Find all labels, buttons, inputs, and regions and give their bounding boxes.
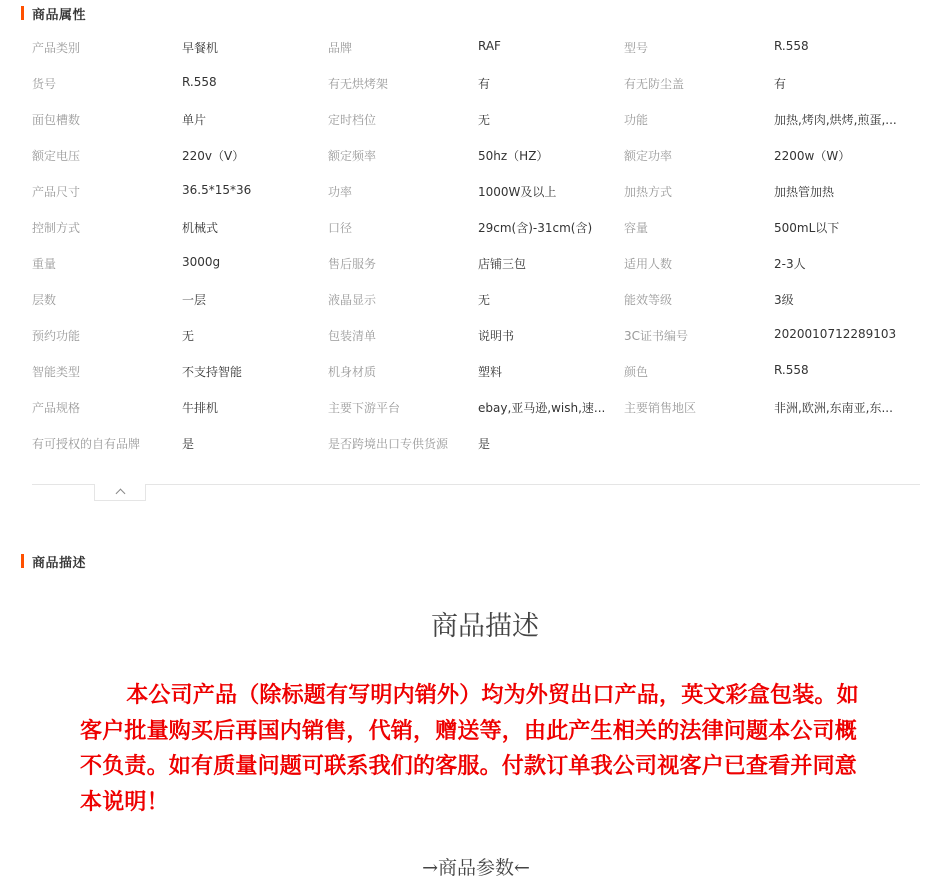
description-section-header xyxy=(21,553,86,569)
attribute-item xyxy=(32,363,328,380)
description-section-title: 商品描述 xyxy=(32,555,87,571)
attribute-label: 包装清单 xyxy=(328,328,377,343)
attribute-item xyxy=(32,183,328,200)
attribute-label: 定时档位 xyxy=(328,112,377,127)
attribute-value: 不支持智能 xyxy=(182,364,243,379)
attribute-value: 2020010712289103 xyxy=(774,326,897,341)
attribute-item xyxy=(624,291,920,308)
attribute-value: 有 xyxy=(774,76,787,91)
attribute-item xyxy=(32,219,328,236)
attribute-item xyxy=(328,147,624,164)
attribute-row xyxy=(32,173,920,209)
attribute-row xyxy=(32,209,920,245)
attribute-label: 产品类别 xyxy=(32,40,81,55)
accent-bar xyxy=(21,554,24,568)
attribute-item xyxy=(624,327,920,344)
attributes-section-header xyxy=(21,5,86,21)
attribute-value: R.558 xyxy=(774,362,809,377)
attribute-label: 面包槽数 xyxy=(32,112,81,127)
attribute-row xyxy=(32,317,920,353)
attribute-label: 液晶显示 xyxy=(328,292,377,307)
attribute-item xyxy=(624,255,920,272)
attribute-item xyxy=(32,291,328,308)
collapse-attributes-button[interactable] xyxy=(94,484,146,501)
attribute-value: 3级 xyxy=(774,292,794,307)
attribute-item xyxy=(624,147,920,164)
attribute-label: 口径 xyxy=(328,220,353,235)
attribute-value: 1000W及以上 xyxy=(478,184,557,199)
attribute-value: 早餐机 xyxy=(182,40,219,55)
attribute-value: 牛排机 xyxy=(182,400,219,415)
attribute-value: 29cm(含)-31cm(含) xyxy=(478,220,593,235)
attribute-value: 无 xyxy=(478,112,491,127)
attribute-item xyxy=(624,111,920,128)
accent-bar xyxy=(21,6,24,20)
attribute-item xyxy=(328,219,624,236)
attribute-item xyxy=(328,75,624,92)
attribute-label: 功能 xyxy=(624,112,649,127)
attribute-label: 有可授权的自有品牌 xyxy=(32,436,141,451)
attribute-label: 控制方式 xyxy=(32,220,81,235)
attribute-label: 品牌 xyxy=(328,40,353,55)
attribute-label: 有无烘烤架 xyxy=(328,76,389,91)
attribute-item xyxy=(624,399,920,416)
attribute-item xyxy=(624,219,920,236)
attribute-label: 产品规格 xyxy=(32,400,81,415)
attribute-value: R.558 xyxy=(182,74,217,89)
attribute-item xyxy=(328,183,624,200)
attribute-label: 颜色 xyxy=(624,364,649,379)
attribute-label: 加热方式 xyxy=(624,184,673,199)
attribute-label: 重量 xyxy=(32,256,57,271)
attribute-label: 预约功能 xyxy=(32,328,81,343)
attribute-value: 无 xyxy=(182,328,195,343)
attribute-row xyxy=(32,245,920,281)
attributes-section-title: 商品属性 xyxy=(32,7,87,23)
attribute-item xyxy=(32,39,328,56)
attribute-item xyxy=(32,399,328,416)
export-notice: 本公司产品（除标题有写明内销外）均为外贸出口产品，英文彩盒包装。如客户批量购买后再国内销售，代销，赠送等，由此产生相关的法律问题本公司概不负责。如有质量问题可联系我们的客服。付款订单我公司视客户已查看并同意本说明！ xyxy=(80,683,859,815)
attribute-row xyxy=(32,281,920,317)
attribute-label: 层数 xyxy=(32,292,57,307)
attribute-value: 2200w（W） xyxy=(774,148,851,163)
attribute-label: 型号 xyxy=(624,40,649,55)
attribute-label: 功率 xyxy=(328,184,353,199)
attribute-label: 售后服务 xyxy=(328,256,377,271)
attribute-label: 产品尺寸 xyxy=(32,184,81,199)
attribute-label: 有无防尘盖 xyxy=(624,76,685,91)
attribute-value: 是 xyxy=(182,436,195,451)
attribute-row xyxy=(32,353,920,389)
attribute-value: 单片 xyxy=(182,112,207,127)
attribute-value: 加热,烤肉,烘烤,煎蛋,... xyxy=(774,112,897,127)
attribute-label: 3C证书编号 xyxy=(624,328,689,343)
attribute-item xyxy=(624,39,920,56)
attribute-item xyxy=(328,363,624,380)
attribute-label: 主要销售地区 xyxy=(624,400,697,415)
attribute-value: 50hz（HZ） xyxy=(478,148,549,163)
attribute-value: 机械式 xyxy=(182,220,219,235)
attribute-item xyxy=(32,255,328,272)
attribute-item xyxy=(328,39,624,56)
attribute-value: 3000g xyxy=(182,254,221,269)
attribute-value: 500mL以下 xyxy=(774,220,840,235)
attribute-label: 额定电压 xyxy=(32,148,81,163)
chevron-up-icon xyxy=(115,489,125,499)
attribute-label: 容量 xyxy=(624,220,649,235)
attribute-value: 说明书 xyxy=(478,328,515,343)
attribute-item xyxy=(32,327,328,344)
attribute-item xyxy=(328,399,624,416)
attribute-item xyxy=(328,327,624,344)
attribute-item xyxy=(32,147,328,164)
attribute-label: 额定功率 xyxy=(624,148,673,163)
attribute-label: 智能类型 xyxy=(32,364,81,379)
attribute-label: 是否跨境出口专供货源 xyxy=(328,436,449,451)
attribute-row xyxy=(32,29,920,65)
attribute-row xyxy=(32,425,920,461)
attribute-item xyxy=(328,255,624,272)
attribute-value: 非洲,欧洲,东南亚,东... xyxy=(774,400,893,415)
attribute-item xyxy=(328,435,624,452)
attribute-value: 一层 xyxy=(182,292,207,307)
attribute-value: 220v（V） xyxy=(182,148,245,163)
attribute-item xyxy=(32,435,328,452)
attribute-value: 有 xyxy=(478,76,491,91)
attributes-divider xyxy=(32,484,920,485)
attribute-label: 主要下游平台 xyxy=(328,400,401,415)
attribute-item xyxy=(32,111,328,128)
attribute-value: 2-3人 xyxy=(774,256,806,271)
attribute-item xyxy=(328,291,624,308)
attribute-value: R.558 xyxy=(774,38,809,53)
attribute-label: 货号 xyxy=(32,76,57,91)
attribute-value: 无 xyxy=(478,292,491,307)
attribute-item xyxy=(624,183,920,200)
attribute-value: 塑料 xyxy=(478,364,503,379)
attribute-label: 额定频率 xyxy=(328,148,377,163)
attribute-item xyxy=(32,75,328,92)
attribute-row xyxy=(32,65,920,101)
attribute-item xyxy=(624,75,920,92)
attribute-label: 能效等级 xyxy=(624,292,673,307)
attribute-row xyxy=(32,101,920,137)
attribute-label: 适用人数 xyxy=(624,256,673,271)
attribute-item xyxy=(624,363,920,380)
attribute-label: 机身材质 xyxy=(328,364,377,379)
attributes-table xyxy=(32,29,920,461)
attribute-value: 加热管加热 xyxy=(774,184,835,199)
attribute-value: ebay,亚马逊,wish,速... xyxy=(478,400,606,415)
attribute-row xyxy=(32,137,920,173)
attribute-item xyxy=(328,111,624,128)
attribute-row xyxy=(32,389,920,425)
attribute-value: 是 xyxy=(478,436,491,451)
attribute-value: 店铺三包 xyxy=(478,256,527,271)
attribute-value: RAF xyxy=(478,38,501,53)
description-heading: 商品描述 xyxy=(431,611,539,642)
params-heading: →商品参数← xyxy=(422,857,530,879)
attribute-value: 36.5*15*36 xyxy=(182,182,252,197)
